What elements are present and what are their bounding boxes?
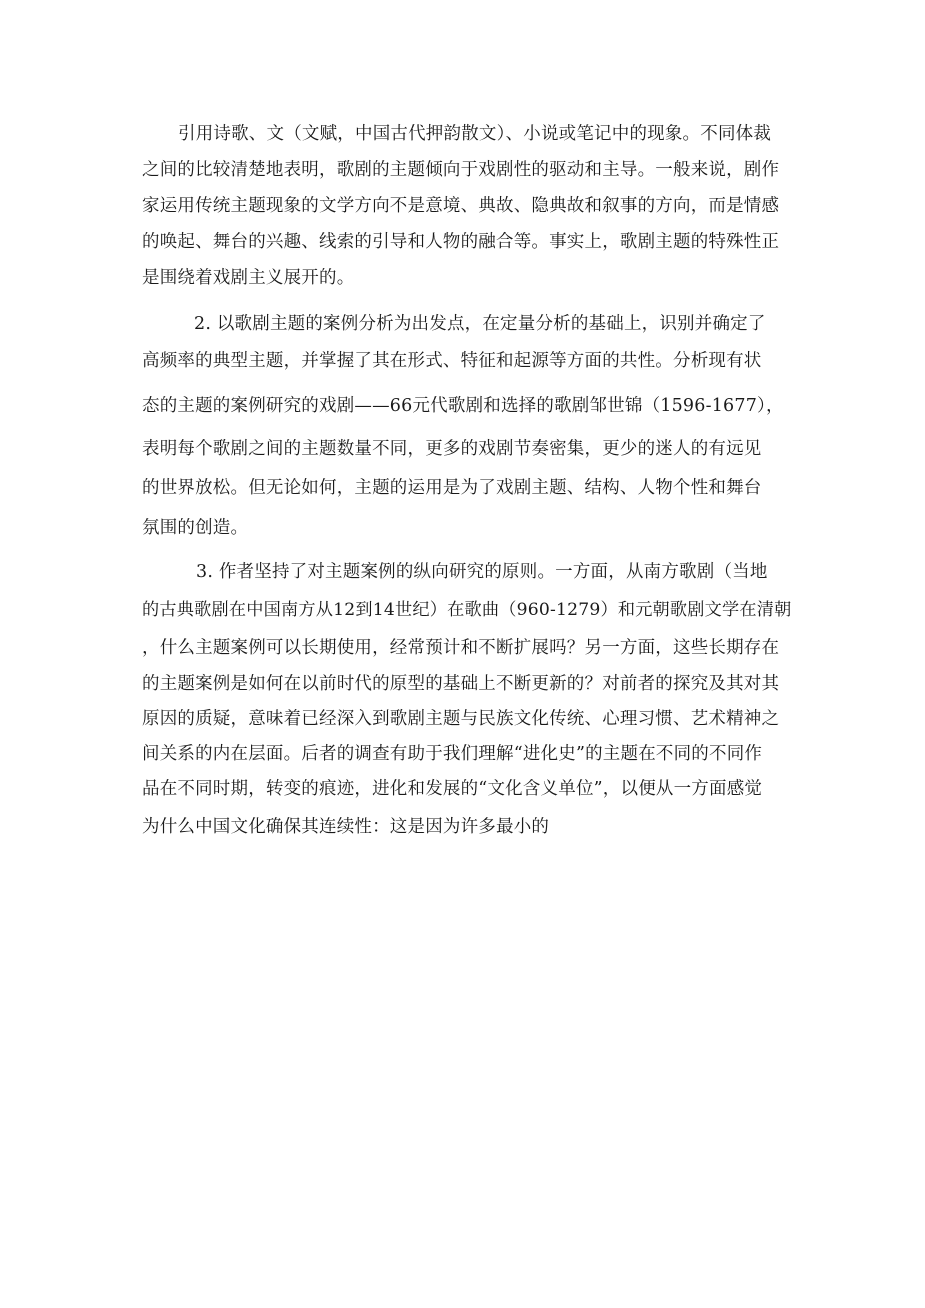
- text-line: 的主题案例是如何在以前时代的原型的基础上不断更新的？对前者的探究及其对其: [142, 674, 780, 694]
- text-line: 表明每个歌剧之间的主题数量不同，更多的戏剧节奏密集，更少的迷人的有远见: [142, 439, 762, 459]
- text-line: 2. 以歌剧主题的案例分析为出发点，在定量分析的基础上，识别并确定了: [194, 314, 766, 334]
- text-line: 态的主题的案例研究的戏剧——66元代歌剧和选择的歌剧邹世锦（1596-1677），: [142, 396, 784, 416]
- text-line: 为什么中国文化确保其连续性：这是因为许多最小的: [142, 817, 550, 837]
- text-line: 原因的质疑，意味着已经深入到歌剧主题与民族文化传统、心理习惯、艺术精神之: [142, 709, 780, 729]
- text-line: 之间的比较清楚地表明，歌剧的主题倾向于戏剧性的驱动和主导。一般来说，剧作: [142, 160, 780, 180]
- text-line: 的古典歌剧在中国南方从12到14世纪）在歌曲（960-1279）和元朝歌剧文学在清朝: [142, 600, 792, 620]
- text-line: 高频率的典型主题，并掌握了其在形式、特征和起源等方面的共性。分析现有状: [142, 351, 762, 371]
- text-line: 的唤起、舞台的兴趣、线索的引导和人物的融合等。事实上，歌剧主题的特殊性正: [142, 232, 780, 252]
- text-line: 是围绕着戏剧主义展开的。: [142, 268, 355, 288]
- text-line: 3. 作者坚持了对主题案例的纵向研究的原则。一方面，从南方歌剧（当地: [196, 562, 768, 582]
- text-line: 家运用传统主题现象的文学方向不是意境、典故、隐典故和叙事的方向，而是情感: [142, 196, 780, 216]
- text-line: 间关系的内在层面。后者的调查有助于我们理解“进化史”的主题在不同的不同作: [142, 744, 763, 764]
- text-line: 引用诗歌、文（文赋，中国古代押韵散文）、小说或笔记中的现象。不同体裁: [178, 124, 772, 144]
- text-line: 品在不同时期，转变的痕迹，进化和发展的“文化含义单位”，以便从一方面感觉: [142, 779, 763, 799]
- text-line: 的世界放松。但无论如何，主题的运用是为了戏剧主题、结构、人物个性和舞台: [142, 478, 762, 498]
- text-line: 氛围的创造。: [142, 518, 249, 538]
- text-line: ，什么主题案例可以长期使用，经常预计和不断扩展吗？另一方面，这些长期存在: [142, 638, 780, 658]
